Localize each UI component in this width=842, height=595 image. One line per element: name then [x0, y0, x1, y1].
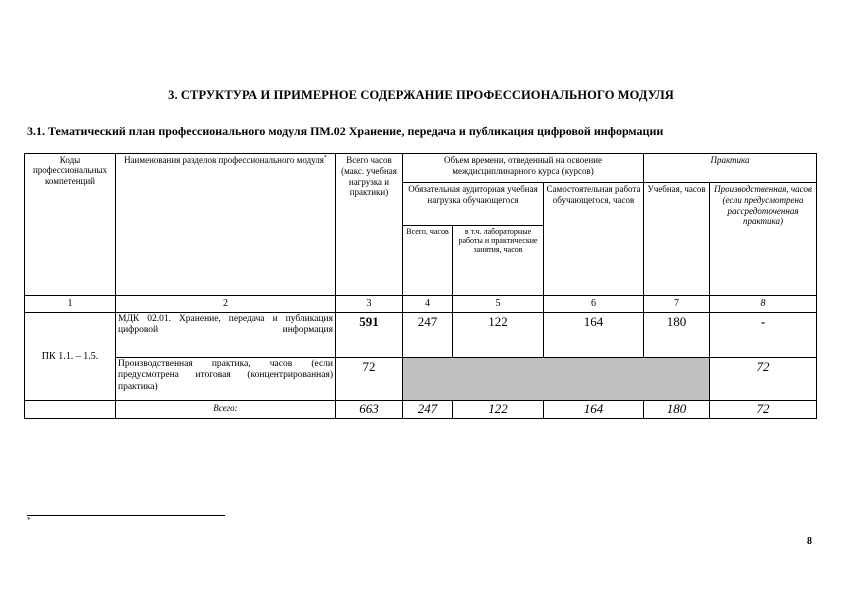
- header-mandatory-load: Обязательная аудиторная учебная нагрузка обучающегося: [403, 183, 544, 226]
- mdk-name: МДК 02.01. Хранение, передача и публикация цифровой информация: [118, 314, 333, 336]
- practice-name: Производственная практика, часов (если предусмотрена итоговая (концентрированная) практика): [118, 359, 333, 392]
- header-industrial-practice: Производственная, часов (если предусмотрена рассредоточенная практика): [710, 183, 817, 296]
- subsection-heading: 3.1. Тематический план профессионального модуля ПМ.02 Хранение, передача и публикация цифровой информации: [27, 124, 664, 138]
- header-sections-footnote-mark: *: [323, 155, 327, 161]
- practice-total-cell: 72: [336, 358, 403, 401]
- header-total-hours: Всего часов (макс. учебная нагрузка и практики): [336, 154, 403, 296]
- educational-cell: 180: [644, 313, 710, 358]
- totals-independent: 164: [544, 401, 644, 419]
- header-independent-work: Самостоятельная работа обучающегося, часов: [544, 183, 644, 296]
- labs-cell: 122: [453, 313, 544, 358]
- header-educational-practice: Учебная, часов: [644, 183, 710, 296]
- footnote-separator: [27, 515, 225, 516]
- all-hours-cell: 247: [403, 313, 453, 358]
- totals-industrial: 72: [710, 401, 817, 419]
- header-codes: Коды профессиональных компетенций: [25, 154, 116, 296]
- industrial-cell: -: [710, 313, 817, 358]
- mdk-name-cell: [116, 313, 336, 358]
- column-number: 1: [25, 296, 116, 313]
- column-number: 2: [116, 296, 336, 313]
- header-labs: в т.ч. лабораторные работы и практические занятия, часов: [453, 226, 544, 296]
- table-row: [25, 313, 817, 358]
- shaded-cell: [403, 358, 710, 401]
- totals-total: 663: [336, 401, 403, 419]
- header-sections: [116, 154, 336, 296]
- footnote-mark: *: [27, 516, 31, 524]
- totals-all: 247: [403, 401, 453, 419]
- page-number: 8: [807, 536, 812, 547]
- practice-name-cell: [116, 358, 336, 401]
- column-number: 8: [710, 296, 817, 313]
- column-number: 6: [544, 296, 644, 313]
- totals-label: Всего:: [116, 401, 336, 419]
- totals-educational: 180: [644, 401, 710, 419]
- column-number: 3: [336, 296, 403, 313]
- section-heading: 3. СТРУКТУРА И ПРИМЕРНОЕ СОДЕРЖАНИЕ ПРОФЕССИОНАЛЬНОГО МОДУЛЯ: [168, 88, 674, 102]
- practice-industrial-cell: 72: [710, 358, 817, 401]
- column-number: 4: [403, 296, 453, 313]
- totals-labs: 122: [453, 401, 544, 419]
- header-volume: Объем времени, отведенный на освоение междисциплинарного курса (курсов): [403, 154, 644, 183]
- column-number-row: [25, 296, 817, 313]
- total-hours-cell: 591: [336, 313, 403, 358]
- competency-codes-cell: ПК 1.1. – 1.5.: [25, 313, 116, 401]
- column-number: 7: [644, 296, 710, 313]
- independent-cell: 164: [544, 313, 644, 358]
- table-row: [25, 358, 817, 401]
- column-number: 5: [453, 296, 544, 313]
- totals-row: [25, 401, 817, 419]
- thematic-plan-table: [24, 153, 817, 419]
- header-practice: Практика: [644, 154, 817, 183]
- header-all-hours: Всего, часов: [403, 226, 453, 296]
- empty-cell: [25, 401, 116, 419]
- header-sections-label: Наименования разделов профессионального модуля: [124, 155, 324, 165]
